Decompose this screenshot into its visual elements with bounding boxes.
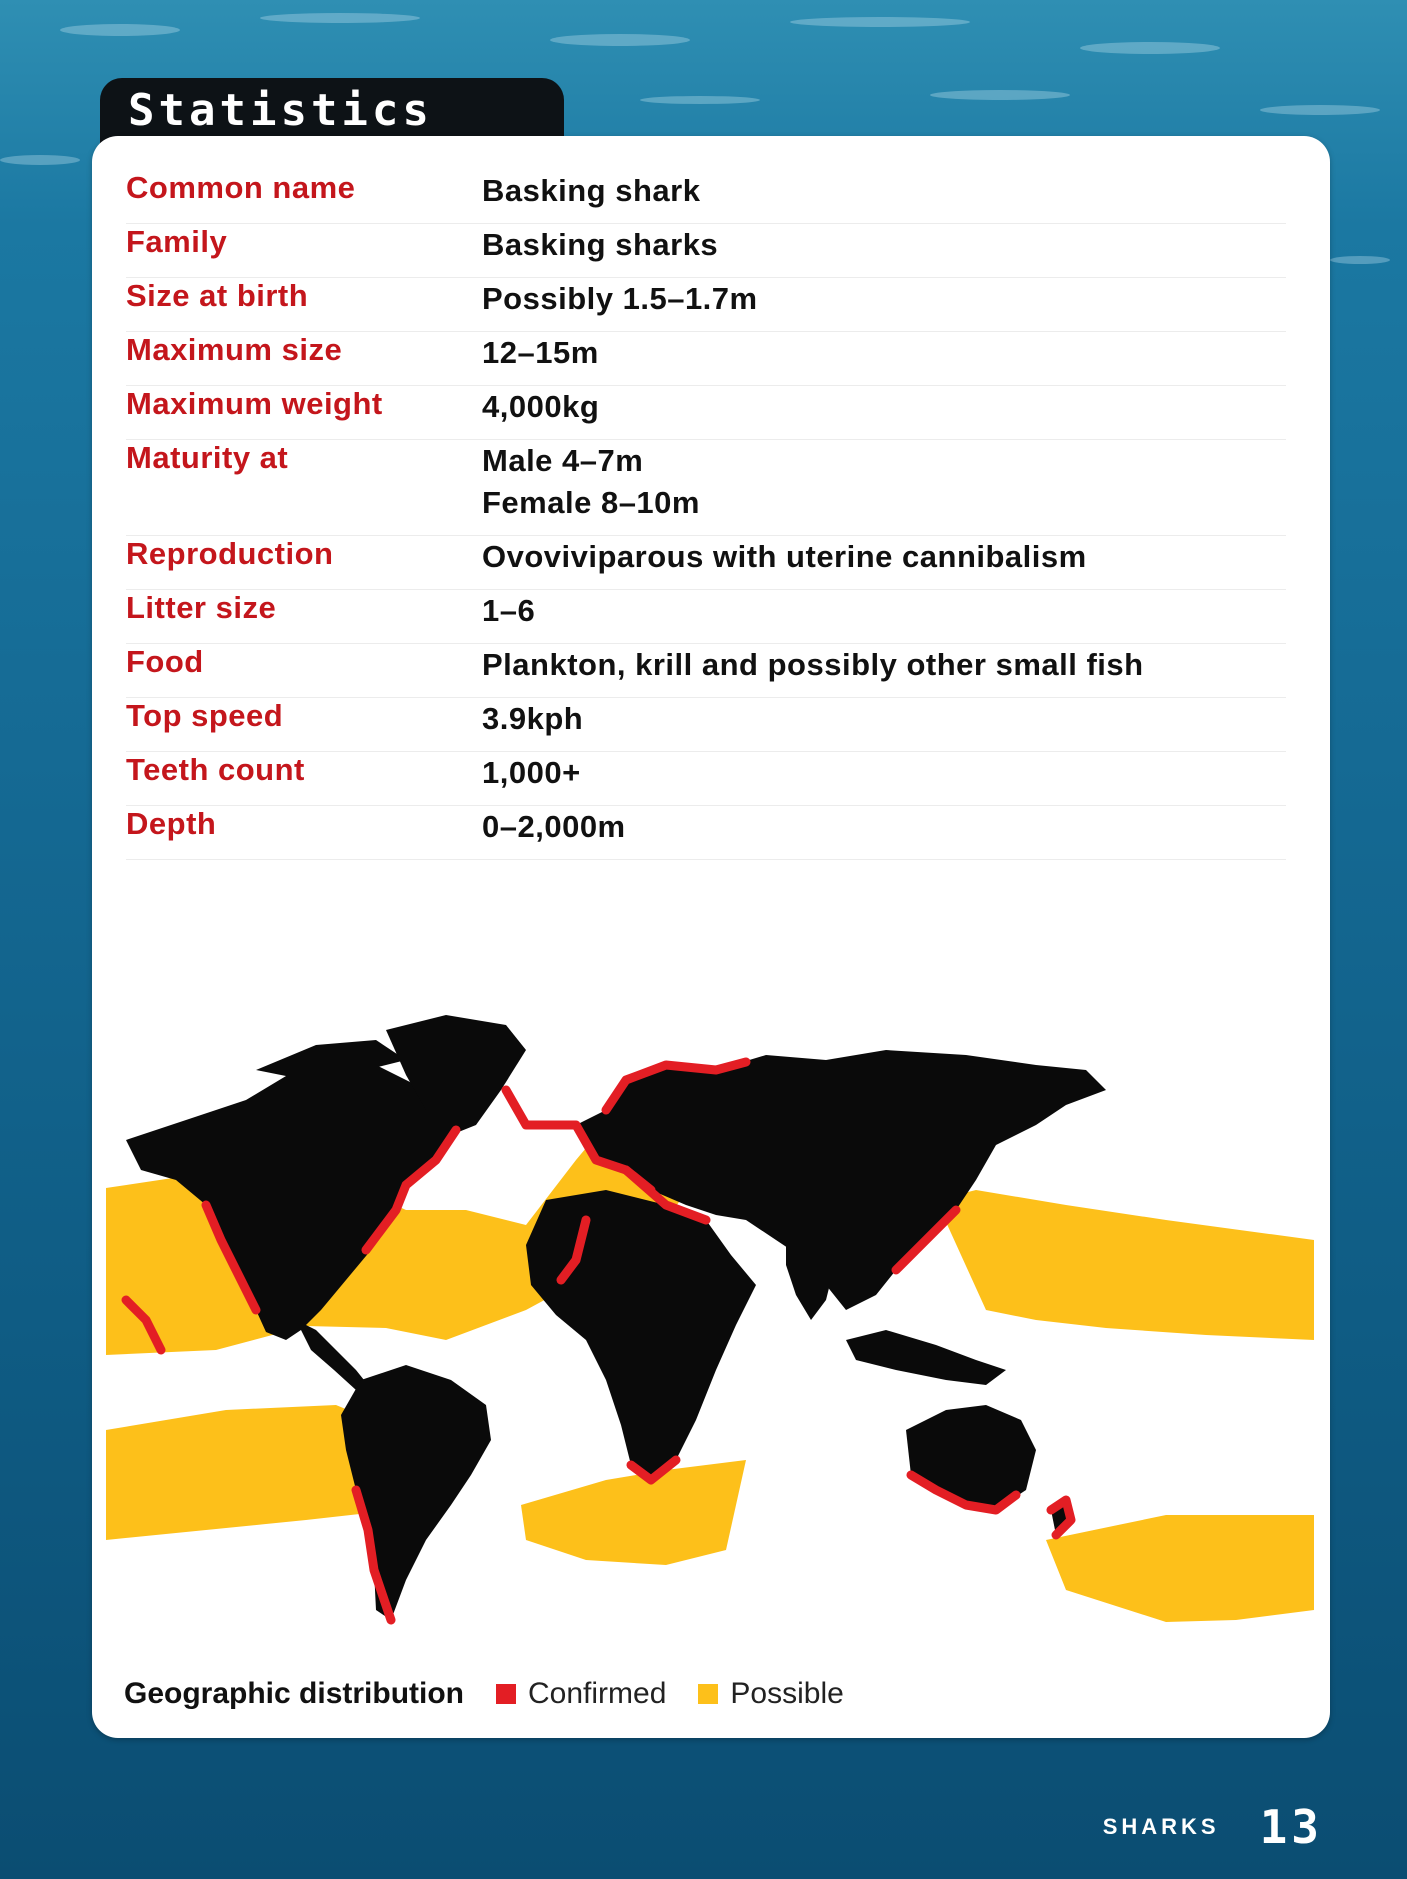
stat-value: Basking sharks: [482, 227, 719, 262]
stat-row-common-name: [126, 170, 1286, 224]
stat-row-maximum-size: [126, 332, 1286, 386]
stat-label: Common name: [126, 170, 356, 205]
stat-label: Maximum size: [126, 332, 343, 367]
stat-row-family: [126, 224, 1286, 278]
stat-value: Possibly 1.5–1.7m: [482, 281, 758, 316]
stat-row-food: [126, 644, 1286, 698]
legend-possible-label: Possible: [730, 1677, 844, 1710]
statistics-title: Statistics: [128, 85, 433, 136]
stat-value: 0–2,000m: [482, 809, 626, 844]
stat-label: Maturity at: [126, 440, 289, 475]
stat-label: Depth: [126, 806, 217, 841]
stat-value: Ovoviviparous with uterine cannibalism: [482, 539, 1087, 574]
legend-confirmed-label: Confirmed: [528, 1677, 667, 1710]
section-name: SHARKS: [1102, 1814, 1220, 1839]
stat-value: 3.9kph: [482, 701, 584, 736]
legend-title: Geographic distribution: [124, 1677, 465, 1710]
stat-label: Teeth count: [126, 752, 305, 787]
stat-label: Food: [126, 644, 204, 679]
page-number: 13: [1259, 1800, 1323, 1854]
stat-label: Top speed: [126, 698, 284, 733]
distribution-map: [106, 1010, 1314, 1650]
stat-label: Family: [126, 224, 228, 259]
stat-row-maturity: [126, 440, 1286, 536]
page-footer: [1103, 1802, 1323, 1852]
stat-row-depth: [126, 806, 1286, 860]
stat-label: Maximum weight: [126, 386, 383, 421]
stat-row-top-speed: [126, 698, 1286, 752]
stat-row-reproduction: [126, 536, 1286, 590]
stat-value: 4,000kg: [482, 389, 600, 424]
stat-row-litter-size: [126, 590, 1286, 644]
stat-value: 1–6: [482, 593, 536, 628]
stat-row-size-at-birth: [126, 278, 1286, 332]
stat-value: Basking shark: [482, 173, 701, 208]
stat-label: Size at birth: [126, 278, 309, 313]
stat-value: 1,000+: [482, 755, 581, 790]
stat-label: Litter size: [126, 590, 277, 625]
stat-label: Reproduction: [126, 536, 334, 571]
map-legend: [124, 1670, 876, 1718]
stat-value: Plankton, krill and possibly other small fish: [482, 647, 1144, 682]
stat-value: 12–15m: [482, 335, 599, 370]
stat-value: Male 4–7m Female 8–10m: [482, 443, 700, 520]
confirmed-swatch: [496, 1684, 516, 1704]
possible-swatch: [698, 1684, 718, 1704]
stat-row-teeth-count: [126, 752, 1286, 806]
row-divider: [126, 859, 1286, 860]
stat-row-maximum-weight: [126, 386, 1286, 440]
